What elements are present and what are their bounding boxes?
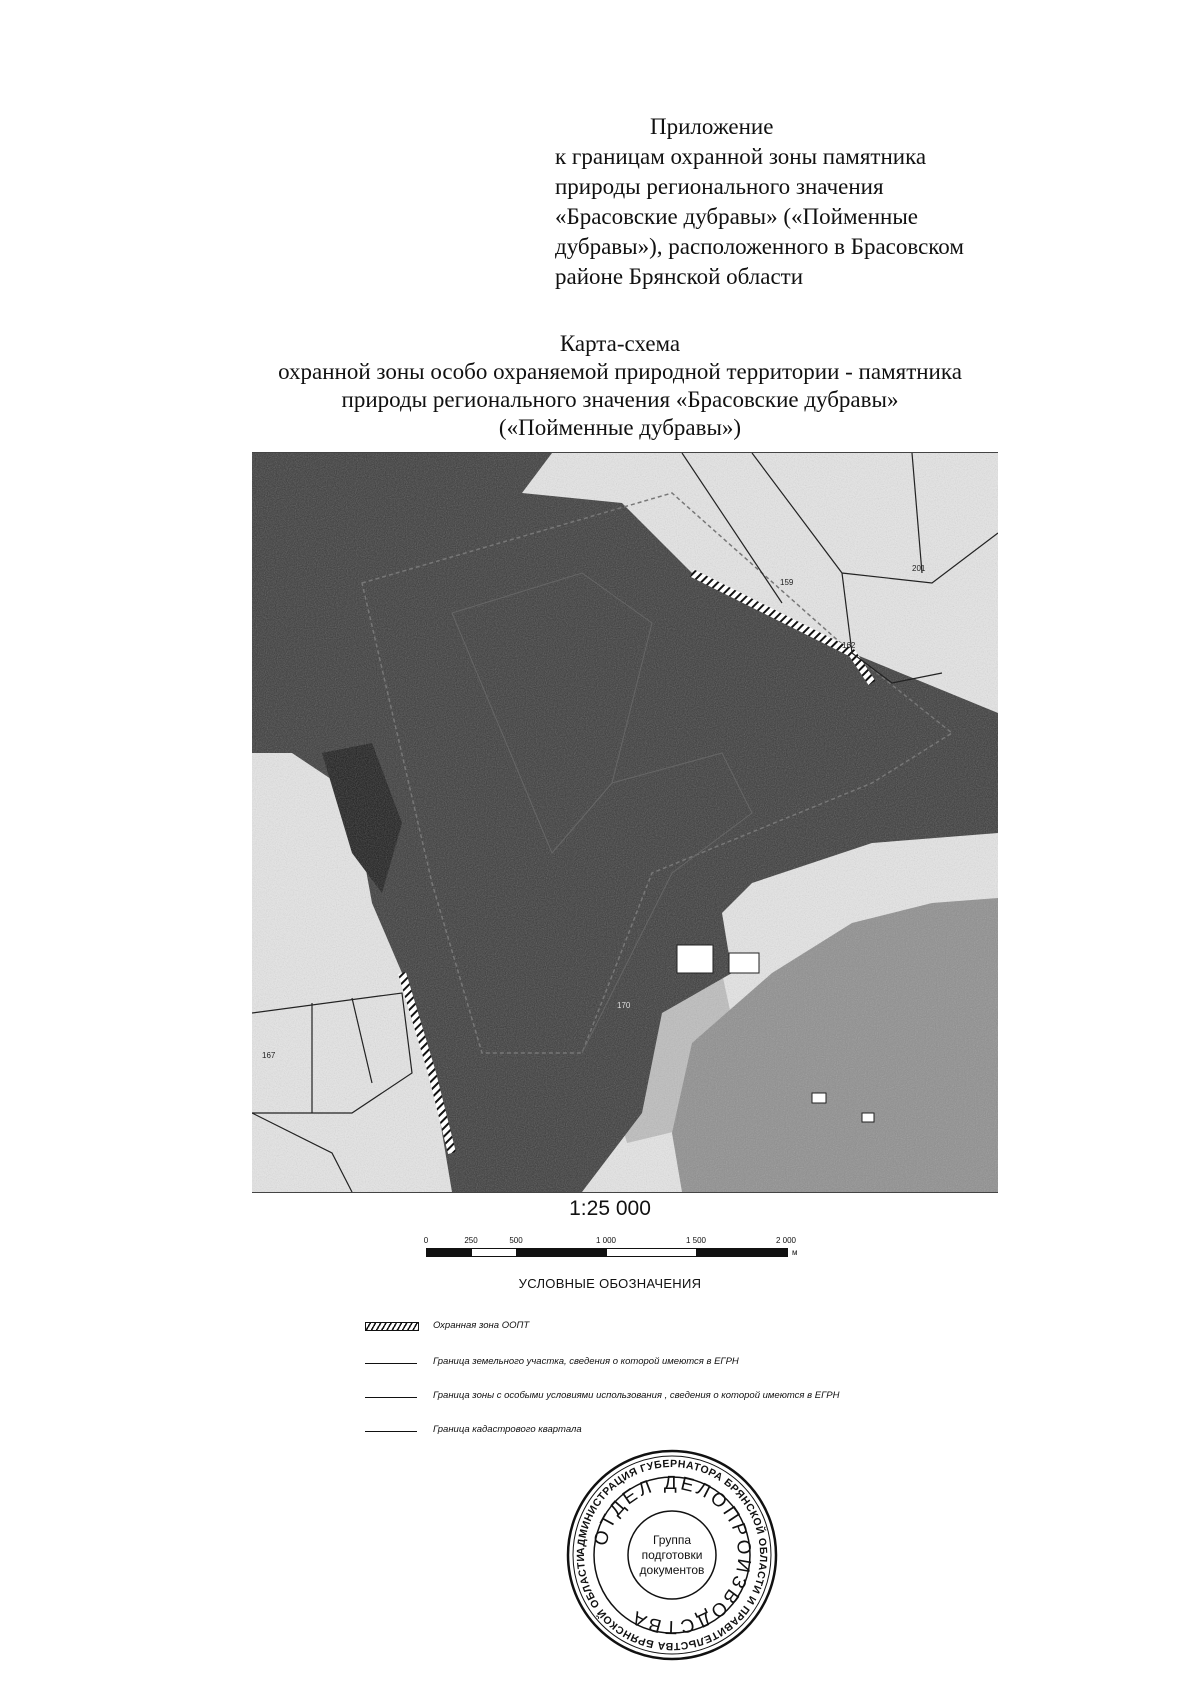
scale-bar-graphic bbox=[426, 1248, 788, 1257]
legend-title: УСЛОВНЫЕ ОБОЗНАЧЕНИЯ bbox=[518, 1276, 702, 1291]
line-symbol-icon bbox=[365, 1397, 417, 1398]
line-symbol-icon bbox=[365, 1431, 417, 1432]
appendix-line: районе Брянской области bbox=[555, 264, 804, 289]
scale-tick-label: 500 bbox=[509, 1236, 523, 1245]
scale-bar-segment bbox=[472, 1249, 517, 1256]
appendix-heading: Приложение bbox=[650, 114, 774, 139]
parcel-label: 162 bbox=[842, 641, 856, 650]
scale-tick-label: 1 500 bbox=[685, 1236, 707, 1245]
title-line: Карта-схема bbox=[559, 331, 681, 356]
scale-tick-label: 250 bbox=[464, 1236, 478, 1245]
stamp-inner-textpath: ОТДЕЛ ДЕЛОПРОИЗВОДСТВА bbox=[590, 1472, 755, 1638]
stamp-outer-textpath: АДМИНИСТРАЦИЯ ГУБЕРНАТОРА БРЯНСКОЙ ОБЛАСТИ И ПРАВИТЕЛЬСТВА БРЯНСКОЙ ОБЛАСТИ bbox=[574, 1457, 770, 1653]
legend-item-special-zone bbox=[365, 1390, 965, 1406]
scale-bar-segment bbox=[517, 1249, 607, 1256]
line-symbol-icon bbox=[365, 1363, 417, 1364]
scale-bar-segment bbox=[697, 1249, 787, 1256]
map-texture bbox=[252, 453, 998, 1192]
stamp-center-line: подготовки bbox=[641, 1548, 703, 1562]
appendix-line: природы регионального значения bbox=[555, 174, 884, 199]
legend-label: Охранная зона ООПТ bbox=[433, 1320, 530, 1331]
official-stamp bbox=[565, 1448, 779, 1662]
appendix-line: «Брасовские дубравы» («Пойменные bbox=[555, 204, 918, 229]
legend-label: Граница земельного участка, сведения о которой имеются в ЕГРН bbox=[433, 1356, 739, 1367]
legend-label: Граница зоны с особыми условиями использования , сведения о которой имеются в ЕГРН bbox=[433, 1390, 840, 1401]
scale-bar-segment bbox=[607, 1249, 697, 1256]
legend-item-protection-zone bbox=[365, 1320, 965, 1336]
scale-ratio: 1:25 000 bbox=[569, 1197, 651, 1220]
scale-bar bbox=[418, 1236, 838, 1266]
stamp-center-line: Группа bbox=[652, 1533, 692, 1547]
hatch-symbol-icon bbox=[365, 1322, 419, 1331]
scale-tick-label: 1 000 bbox=[595, 1236, 617, 1245]
appendix-header bbox=[555, 112, 1155, 292]
scale-tick-label: 2 000 bbox=[775, 1236, 797, 1245]
map-image bbox=[252, 452, 998, 1193]
legend-item-cadastral-quarter bbox=[365, 1424, 965, 1440]
scale-bar-segment bbox=[427, 1249, 472, 1256]
title-line: охранной зоны особо охраняемой природной территории - памятника bbox=[278, 359, 962, 384]
stamp-svg bbox=[565, 1448, 779, 1662]
legend-label: Граница кадастрового квартала bbox=[433, 1424, 582, 1435]
appendix-line: к границам охранной зоны памятника bbox=[555, 144, 927, 169]
stamp-center-line: документов bbox=[639, 1563, 705, 1577]
parcel-label: 201 bbox=[912, 564, 926, 573]
parcel-label: 170 bbox=[617, 1001, 631, 1010]
title-line: («Пойменные дубравы») bbox=[498, 415, 742, 440]
appendix-line: дубравы»), расположенного в Брасовском bbox=[555, 234, 964, 259]
map-title bbox=[150, 330, 1090, 442]
parcel-label: 167 bbox=[262, 1051, 276, 1060]
parcel-label: 159 bbox=[780, 578, 794, 587]
scale-unit: м bbox=[792, 1248, 798, 1257]
map-svg bbox=[252, 453, 998, 1192]
scale-tick-label: 0 bbox=[423, 1236, 429, 1245]
legend-item-land-parcel bbox=[365, 1356, 965, 1372]
title-line: природы регионального значения «Брасовские дубравы» bbox=[341, 387, 899, 412]
